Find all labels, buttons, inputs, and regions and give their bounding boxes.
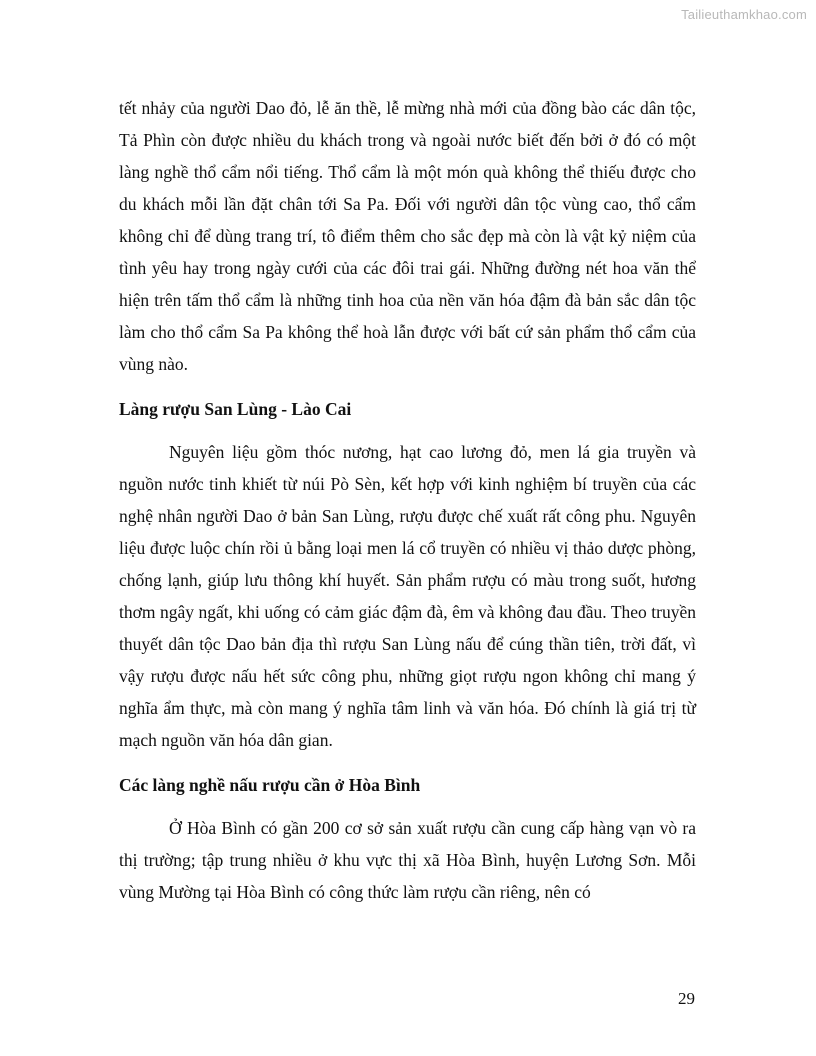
document-body xyxy=(119,92,696,908)
page-number: 29 xyxy=(678,989,695,1008)
watermark: Tailieuthamkhao.com xyxy=(681,7,807,22)
paragraph-ta-phin-brocade: tết nhảy của người Dao đỏ, lễ ăn thề, lễ mừng nhà mới của đồng bào các dân tộc, Tả Phìn còn được nhiều du khách trong và ngoài nước biết đến bởi ở đó có một làng nghề thổ cẩm nổi tiếng. Thổ cẩm là một món quà không thể thiếu được cho du khách mỗi lần đặt chân tới Sa Pa. Đối với người dân tộc vùng cao, thổ cẩm không chỉ để dùng trang trí, tô điểm thêm cho sắc đẹp mà còn là vật kỷ niệm của tình yêu hay trong ngày cưới của các đôi trai gái. Những đường nét hoa văn thể hiện trên tấm thổ cẩm là những tinh hoa của nền văn hóa đậm đà bản sắc dân tộc làm cho thổ cẩm Sa Pa không thể hoà lẫn được với bất cứ sản phẩm thổ cẩm của vùng nào. xyxy=(119,98,696,374)
paragraph-san-lung-wine: Nguyên liệu gồm thóc nương, hạt cao lương đỏ, men lá gia truyền và nguồn nước tinh khiết từ núi Pò Sèn, kết hợp với kinh nghiệm bí truyền của các nghệ nhân người Dao ở bản San Lùng, rượu được chế xuất rất công phu. Nguyên liệu được luộc chín rồi ủ bằng loại men lá cổ truyền có nhiều vị thảo dược phòng, chống lạnh, giúp lưu thông khí huyết. Sản phẩm rượu có màu trong suốt, hương thơm ngây ngất, khi uống có cảm giác đậm đà, êm và không đau đầu. Theo truyền thuyết dân tộc Dao bản địa thì rượu San Lùng nấu để cúng thần tiên, trời đất, vì vậy rượu được nấu hết sức công phu, những giọt rượu ngon không chỉ mang ý nghĩa ẩm thực, mà còn mang ý nghĩa tâm linh và văn hóa. Đó chính là giá trị từ mạch nguồn văn hóa dân gian. xyxy=(119,442,696,750)
heading-hoa-binh: Các làng nghề nấu rượu cần ở Hòa Bình xyxy=(119,775,421,795)
heading-san-lung: Làng rượu San Lùng - Lào Cai xyxy=(119,399,352,419)
paragraph-hoa-binh-wine: Ở Hòa Bình có gần 200 cơ sở sản xuất rượu cần cung cấp hàng vạn vò ra thị trường; tập trung nhiều ở khu vực thị xã Hòa Bình, huyện Lương Sơn. Mỗi vùng Mường tại Hòa Bình có công thức làm rượu cần riêng, nên có xyxy=(119,818,696,902)
